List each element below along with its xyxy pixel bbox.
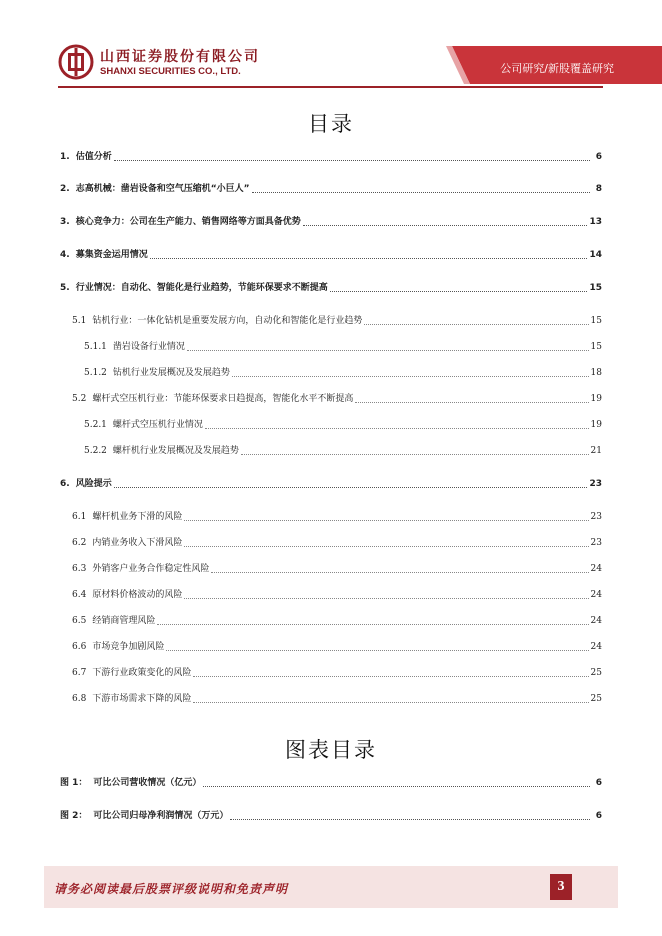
toc-entry[interactable]: [72, 393, 602, 405]
toc-entry-page: 19: [590, 420, 602, 430]
figure-entry-text: 可比公司归母净利润情况（万元）: [93, 811, 229, 821]
toc-entry[interactable]: [72, 537, 602, 549]
toc-entry[interactable]: [72, 315, 602, 327]
toc-entry-page: 25: [590, 694, 602, 704]
toc-entry-page: 23: [590, 538, 602, 548]
toc-entry-number: 5.2.2: [84, 446, 107, 456]
toc-entry-number: 6.3: [72, 564, 87, 574]
toc-entry-number: 5.1.2: [84, 368, 107, 378]
toc-leader-dots: [203, 786, 590, 787]
toc-leader-dots: [184, 520, 588, 521]
toc-entry[interactable]: [72, 589, 602, 601]
toc-entry-text: 募集资金运用情况: [75, 250, 148, 260]
toc-leader-dots: [355, 402, 588, 403]
toc-entry-number: 2.: [60, 184, 70, 194]
toc-entry-number: 6.4: [72, 590, 87, 600]
toc-entry-page: 24: [590, 642, 602, 652]
toc-entry-text: 钻机行业：一体化钻机是重要发展方向，自动化和智能化是行业趋势: [92, 316, 363, 326]
toc-entry-page: 18: [590, 368, 602, 378]
brand-name-cn: 山西证券股份有限公司: [100, 49, 260, 65]
toc-leader-dots: [303, 225, 588, 226]
toc-entry-text: 螺杆机行业发展概况及发展趋势: [112, 446, 239, 456]
toc-entry-text: 内销业务收入下滑风险: [92, 538, 183, 548]
toc-leader-dots: [232, 376, 589, 377]
toc-entry-text: 市场竞争加剧风险: [92, 642, 165, 652]
toc-entry-number: 5.2: [72, 394, 87, 404]
toc-entry-page: 19: [590, 394, 602, 404]
toc-entry-number: 5.2.1: [84, 420, 107, 430]
toc-entry[interactable]: [60, 478, 602, 490]
toc-entry-text: 原材料价格波动的风险: [92, 590, 183, 600]
toc-leader-dots: [230, 819, 590, 820]
toc-entry-page: 25: [590, 668, 602, 678]
toc-leader-dots: [157, 624, 588, 625]
toc-entry[interactable]: [84, 445, 602, 457]
toc-entry[interactable]: [60, 249, 602, 261]
toc-entry[interactable]: [60, 183, 602, 195]
toc-entry-number: 6.2: [72, 538, 87, 548]
toc-leader-dots: [241, 454, 589, 455]
toc-entry-page: 14: [589, 250, 602, 260]
toc-entry[interactable]: [60, 282, 602, 294]
toc-entry[interactable]: [72, 641, 602, 653]
toc-entry[interactable]: [72, 511, 602, 523]
toc-entry-page: 13: [589, 217, 602, 227]
toc-entry[interactable]: [72, 563, 602, 575]
toc-entry[interactable]: [84, 419, 602, 431]
toc-entry-page: 23: [589, 479, 602, 489]
toc-entry[interactable]: [72, 667, 602, 679]
toc-entry-page: 24: [590, 616, 602, 626]
figure-entry-text: 可比公司营收情况（亿元）: [93, 778, 202, 788]
toc-entry-number: 5.1: [72, 316, 87, 326]
toc-leader-dots: [150, 258, 588, 259]
toc-leader-dots: [114, 487, 588, 488]
toc-entry[interactable]: [72, 693, 602, 705]
toc-entry-number: 1.: [60, 152, 70, 162]
toc-leader-dots: [205, 428, 589, 429]
toc-entry-text: 风险提示: [75, 479, 112, 489]
toc-entry-page: 15: [590, 342, 602, 352]
toc-entry-text: 核心竞争力：公司在生产能力、销售网络等方面具备优势: [75, 217, 301, 227]
figure-index-title: 图表目录: [285, 738, 377, 762]
toc-leader-dots: [166, 650, 588, 651]
toc-entry-number: 5.: [60, 283, 70, 293]
page-header: [0, 0, 662, 96]
toc-entry-number: 6.8: [72, 694, 87, 704]
toc-entry-text: 外销客户业务合作稳定性风险: [92, 564, 210, 574]
toc-leader-dots: [364, 324, 588, 325]
toc-entry-number: 6.1: [72, 512, 87, 522]
toc-entry-number: 6.6: [72, 642, 87, 652]
toc-entry-page: 21: [590, 446, 602, 456]
toc-leader-dots: [193, 702, 588, 703]
figure-entry-number: 图 1：: [60, 778, 88, 788]
toc-entry-number: 6.5: [72, 616, 87, 626]
toc-title: 目录: [308, 112, 354, 136]
toc-entry[interactable]: [60, 216, 602, 228]
toc-entry-text: 下游行业政策变化的风险: [92, 668, 192, 678]
toc-leader-dots: [184, 598, 588, 599]
toc-entry-number: 3.: [60, 217, 70, 227]
toc-entry-text: 下游市场需求下降的风险: [92, 694, 192, 704]
toc-leader-dots: [211, 572, 588, 573]
toc-entry[interactable]: [60, 151, 602, 163]
toc-entry[interactable]: [84, 367, 602, 379]
toc-entry-text: 螺杆机业务下滑的风险: [92, 512, 183, 522]
toc-entry-page: 24: [590, 590, 602, 600]
toc-entry-number: 4.: [60, 250, 70, 260]
toc-entry-text: 钻机行业发展概况及发展趋势: [112, 368, 230, 378]
toc-entry-text: 行业情况：自动化、智能化是行业趋势，节能环保要求不断提高: [75, 283, 328, 293]
toc-entry-page: 8: [595, 184, 602, 194]
figure-entry[interactable]: [60, 810, 602, 822]
toc-entry-text: 估值分析: [75, 152, 112, 162]
page-footer: [44, 866, 618, 908]
toc-entry-number: 6.7: [72, 668, 87, 678]
figure-entry-page: 6: [595, 778, 602, 788]
toc-entry-page: 15: [590, 316, 602, 326]
report-category-label: 公司研究/新股覆盖研究: [500, 62, 614, 75]
toc-entry-text: 螺杆式空压机行业情况: [112, 420, 203, 430]
toc-entry[interactable]: [84, 341, 602, 353]
company-logo-icon: [58, 44, 94, 80]
header-divider: [58, 86, 603, 88]
toc-leader-dots: [187, 350, 589, 351]
disclaimer-text: 请务必阅读最后股票评级说明和免责声明: [54, 882, 289, 896]
figure-entry[interactable]: [60, 777, 602, 789]
toc-leader-dots: [193, 676, 588, 677]
toc-leader-dots: [184, 546, 588, 547]
brand-name-en: SHANXI SECURITIES CO., LTD.: [100, 66, 241, 77]
toc-entry-text: 凿岩设备行业情况: [112, 342, 185, 352]
toc-entry-text: 螺杆式空压机行业：节能环保要求日趋提高，智能化水平不断提高: [92, 394, 354, 404]
toc-entry-number: 6.: [60, 479, 70, 489]
page-number: 3: [550, 874, 572, 900]
toc-entry-page: 24: [590, 564, 602, 574]
toc-leader-dots: [114, 160, 590, 161]
toc-entry-number: 5.1.1: [84, 342, 107, 352]
toc-leader-dots: [330, 291, 588, 292]
toc-entry-text: 经销商管理风险: [92, 616, 156, 626]
toc-entry-page: 23: [590, 512, 602, 522]
figure-entry-number: 图 2：: [60, 811, 88, 821]
toc-leader-dots: [252, 192, 590, 193]
toc-entry[interactable]: [72, 615, 602, 627]
toc-entry-page: 6: [595, 152, 602, 162]
figure-entry-page: 6: [595, 811, 602, 821]
toc-entry-page: 15: [589, 283, 602, 293]
toc-entry-text: 志高机械：凿岩设备和空气压缩机“小巨人”: [75, 184, 250, 194]
